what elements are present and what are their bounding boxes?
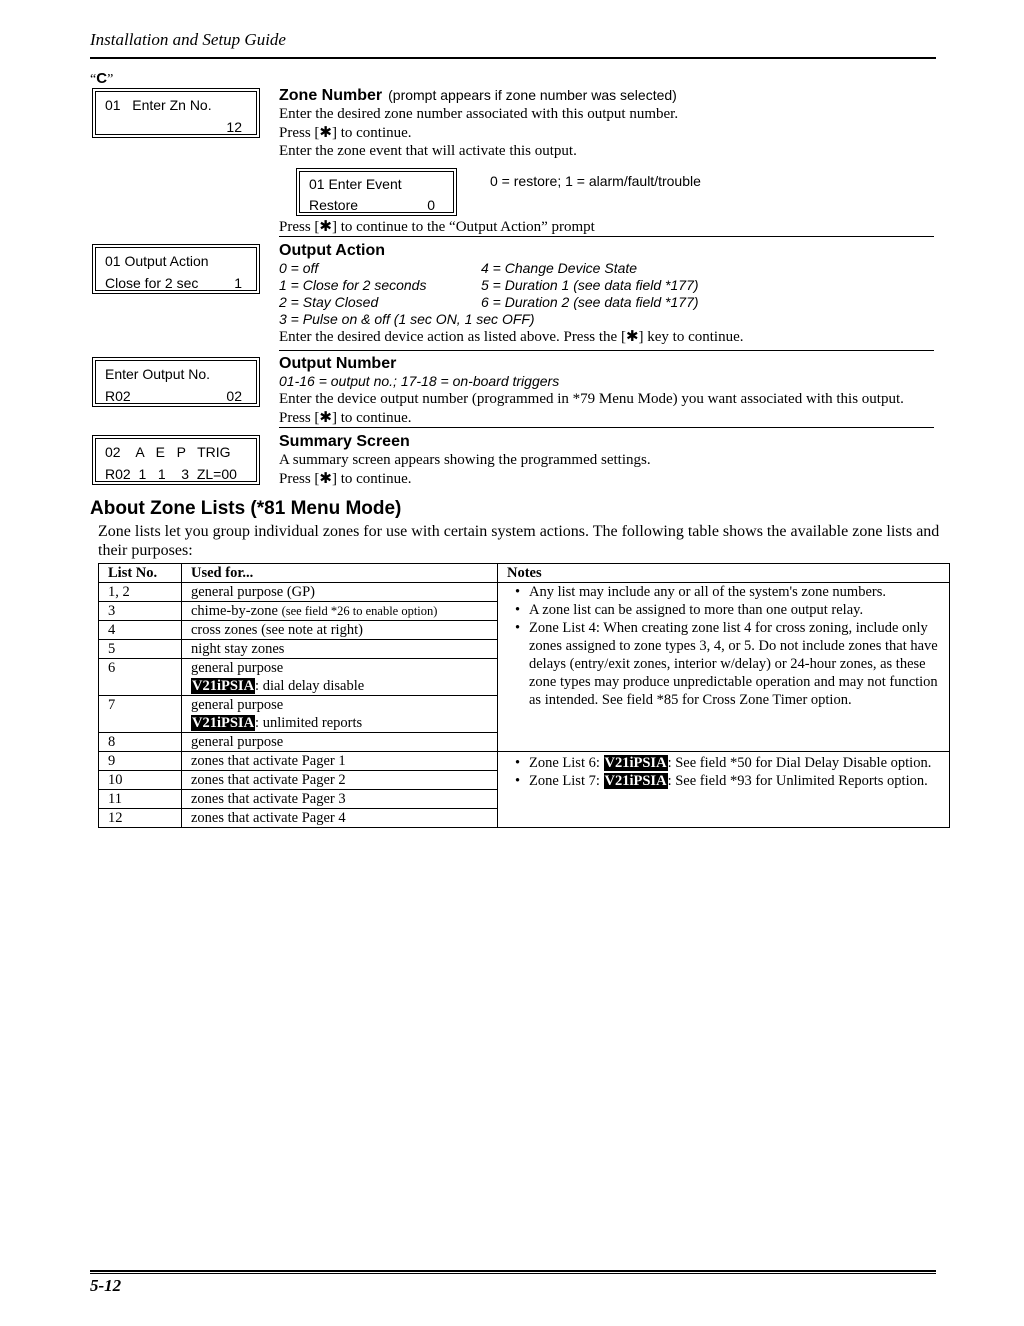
option: 0 = off — [279, 260, 319, 276]
zone-number-line4: Press [✱] to continue to the “Output Action” prompt — [279, 219, 595, 235]
list-no-cell: 7 — [99, 696, 182, 733]
zone-number-line1: Enter the desired zone number associated with this output number. — [279, 106, 679, 122]
option: 5 = Duration 1 (see data field *177) — [481, 277, 699, 293]
zone-number-note: (prompt appears if zone number was selected) — [388, 87, 677, 103]
table-header-row — [99, 564, 950, 583]
model-tag: V21iPSIA — [604, 773, 667, 789]
used-for-cell: general purpose V21iPSIA: dial delay disable — [182, 659, 498, 696]
lcd-output-number — [92, 357, 260, 407]
option: 2 = Stay Closed — [279, 294, 379, 310]
used-for-cell: zones that activate Pager 2 — [182, 771, 498, 790]
output-number-line: Enter the device output number (programmed in *79 Menu Mode) you want associated with this output. Press [✱] to continue. — [279, 391, 904, 426]
option: 6 = Duration 2 (see data field *177) — [481, 294, 699, 310]
used-for-small: (see field *26 to enable option) — [281, 604, 438, 618]
section-output-number — [279, 355, 939, 427]
lcd-value: 0 — [427, 197, 435, 213]
summary-line1: A summary screen appears showing the programmed settings. — [279, 452, 651, 468]
summary-line2: Press [✱] to continue. — [279, 470, 412, 487]
lcd-line1: 02 A E P TRIG — [105, 444, 231, 460]
lcd-line2: Close for 2 sec — [105, 275, 199, 291]
event-legend: 0 = restore; 1 = alarm/fault/trouble — [490, 173, 701, 189]
lcd-value: 12 — [226, 119, 242, 135]
divider — [279, 350, 934, 351]
divider — [279, 427, 934, 428]
model-tag: V21iPSIA — [604, 755, 667, 771]
table-row — [99, 583, 950, 602]
output-action-line: Enter the desired device action as listed above. Press the [✱] key to continue. — [279, 329, 744, 345]
section-c-letter: C — [96, 70, 108, 87]
lcd-zone-number — [92, 88, 260, 138]
list-no-cell: 8 — [99, 733, 182, 752]
list-no-cell: 4 — [99, 621, 182, 640]
used-for-cell: zones that activate Pager 4 — [182, 809, 498, 828]
list-no-cell: 3 — [99, 602, 182, 621]
note-item: • Zone List 6: V21iPSIA: See field *50 for Dial Delay Disable option. — [519, 754, 940, 772]
header-title: Installation and Setup Guide — [90, 30, 286, 49]
zone-number-line3: Enter the zone event that will activate this output. — [279, 143, 577, 159]
used-for-cell: general purpose (GP) — [182, 583, 498, 602]
note-item: • A zone list can be assigned to more than one output relay. — [519, 601, 940, 619]
output-number-range: 01-16 = output no.; 17-18 = on-board triggers — [279, 373, 560, 389]
header-rule — [90, 57, 936, 59]
notes-cell — [498, 752, 950, 828]
about-zone-lists-title: About Zone Lists (*81 Menu Mode) — [90, 498, 402, 519]
used-for-cell: zones that activate Pager 1 — [182, 752, 498, 771]
lcd-line1: 01 Output Action — [105, 253, 209, 269]
used-for-cell: night stay zones — [182, 640, 498, 659]
used-for-cell: general purpose V21iPSIA: unlimited reports — [182, 696, 498, 733]
zone-number-line2: Press [✱] to continue. — [279, 124, 412, 141]
note-item: • Zone List 4: When creating zone list 4 for cross zoning, include only zones assigned to zone types 3, 4, or 5. Do not include zones that have delays (entry/exit zones, interior w/delay) or 24-hour zones, as these zone types may produce unpredictable operation and may not function as intended. See field *85 for Cross Zone Timer option. — [519, 619, 940, 709]
zone-number-title: Zone Number (prompt appears if zone number was selected) — [279, 87, 677, 104]
lcd-line2: R02 1 1 3 ZL=00 — [105, 466, 237, 482]
section-output-action — [279, 242, 939, 347]
zone-lists-table — [98, 563, 950, 828]
lcd-value: 1 — [234, 275, 242, 291]
divider — [279, 236, 934, 237]
lcd-line2: Restore — [309, 197, 359, 213]
lcd-line1: Enter Output No. — [105, 366, 211, 382]
lcd-summary — [92, 435, 260, 485]
lcd-output-action — [92, 244, 260, 294]
lcd-line2: R02 — [105, 388, 131, 404]
lcd-line1: 01 Enter Zn No. — [105, 97, 212, 113]
output-number-title: Output Number — [279, 355, 397, 372]
list-no-cell: 5 — [99, 640, 182, 659]
header-notes: Notes — [498, 564, 950, 583]
model-tag: V21iPSIA — [192, 715, 255, 731]
section-c-label: “C” — [90, 70, 114, 87]
notes-cell — [498, 583, 950, 752]
footer-rule — [90, 1273, 936, 1274]
used-for-cell: zones that activate Pager 3 — [182, 790, 498, 809]
lcd-line1: 01 Enter Event — [309, 176, 402, 192]
model-tag: V21iPSIA — [192, 678, 255, 694]
section-zone-number — [279, 86, 939, 161]
list-no-cell: 10 — [99, 771, 182, 790]
list-no-cell: 9 — [99, 752, 182, 771]
used-for-cell: cross zones (see note at right) — [182, 621, 498, 640]
note-item: • Zone List 7: V21iPSIA: See field *93 for Unlimited Reports option. — [519, 772, 940, 790]
used-for-cell: general purpose — [182, 733, 498, 752]
footer-rule — [90, 1270, 936, 1272]
summary-title: Summary Screen — [279, 433, 410, 450]
option: 3 = Pulse on & off (1 sec ON, 1 sec OFF) — [279, 311, 535, 327]
list-no-cell: 6 — [99, 659, 182, 696]
about-zone-lists-intro: Zone lists let you group individual zones for use with certain system actions. The following table shows the available zone lists and their purposes: — [98, 523, 940, 559]
page-number: 5-12 — [90, 1276, 122, 1295]
list-no-cell: 12 — [99, 809, 182, 828]
lcd-enter-event — [296, 168, 457, 216]
lcd-value: 02 — [226, 388, 242, 404]
option: 4 = Change Device State — [481, 260, 638, 276]
used-for-cell: chime-by-zone (see field *26 to enable option) — [182, 602, 498, 621]
header-list-no: List No. — [99, 564, 182, 583]
note-item: • Any list may include any or all of the system's zone numbers. — [519, 583, 940, 601]
section-summary — [279, 433, 939, 488]
header-used-for: Used for... — [182, 564, 498, 583]
list-no-cell: 11 — [99, 790, 182, 809]
table-row — [99, 752, 950, 771]
list-no-cell: 1, 2 — [99, 583, 182, 602]
option: 1 = Close for 2 seconds — [279, 277, 427, 293]
output-action-title: Output Action — [279, 242, 386, 259]
